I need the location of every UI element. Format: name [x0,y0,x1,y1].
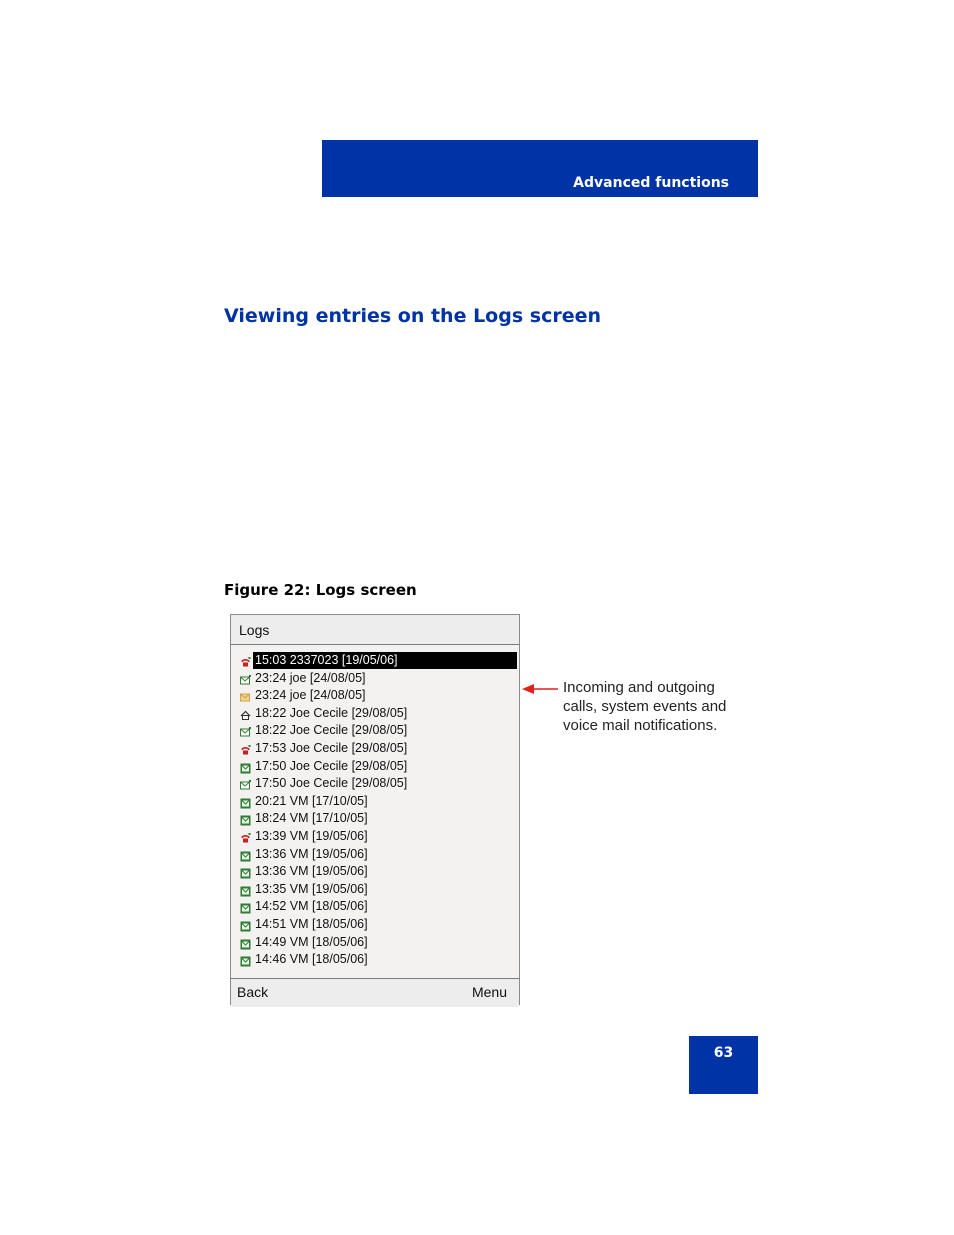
log-entry[interactable] [237,740,517,757]
voicemail-icon [240,917,251,928]
log-entry[interactable] [237,758,517,775]
voicemail-icon [240,759,251,770]
page-number: 63 [713,1045,734,1061]
envelope-icon [240,671,251,682]
page-number-box [689,1036,758,1094]
log-entry-text: 15:03 2337023 [19/05/06] [253,652,517,669]
log-entry[interactable] [237,846,517,863]
log-entry[interactable] [237,863,517,880]
log-entry-text: 14:51 VM [18/05/06] [255,917,368,931]
log-entry-text: 17:50 Joe Cecile [29/08/05] [255,776,408,791]
voicemail-icon [240,952,251,963]
phone-icon [240,829,251,840]
voicemail-icon [240,935,251,946]
section-heading: Viewing entries on the Logs screen [224,305,601,327]
phone-title-bar [231,615,519,645]
log-entry[interactable] [237,916,517,933]
header-bar [322,140,758,197]
callout-text: Incoming and outgoing calls, system events and voice mail notifications. [563,679,727,734]
log-entry-text: 23:24 joe [24/08/05] [255,688,366,703]
voicemail-icon [240,794,251,805]
softkey-bar [231,978,519,1007]
log-entry-text: 18:22 Joe Cecile [29/08/05] [255,723,408,738]
log-entry[interactable] [237,934,517,951]
log-entry-text: 13:39 VM [19/05/06] [255,829,368,843]
log-entry-text: 13:36 VM [19/05/06] [255,846,368,861]
log-entry-text: 13:36 VM [19/05/06] [255,864,368,879]
log-entry-text: 14:46 VM [18/05/06] [255,952,368,967]
log-entry[interactable] [237,951,517,968]
voicemail-icon [240,899,251,910]
log-entry[interactable] [237,810,517,827]
log-entry[interactable] [237,775,517,792]
log-entry-text: 13:35 VM [19/05/06] [255,881,368,896]
log-entry-text: 14:52 VM [18/05/06] [255,899,368,914]
voicemail-icon [240,864,251,875]
log-entry[interactable] [237,722,517,739]
phone-icon [240,653,251,664]
log-entry-text: 20:21 VM [17/10/05] [255,793,368,808]
log-entry-text: 17:50 Joe Cecile [29/08/05] [255,758,408,773]
phone-screen [230,614,520,1005]
callout-arrow-icon [522,681,560,697]
log-entry[interactable] [237,670,517,687]
log-entry-text: 18:22 Joe Cecile [29/08/05] [255,705,408,720]
log-entry[interactable] [237,828,517,845]
figure-caption: Figure 22: Logs screen [224,581,417,599]
log-entry-text: 18:24 VM [17/10/05] [255,811,368,826]
back-softkey[interactable]: Back [237,984,269,1000]
voicemail-icon [240,811,251,822]
phone-title: Logs [239,622,270,638]
log-entry-text: 17:53 Joe Cecile [29/08/05] [255,741,408,755]
log-entry[interactable] [237,687,517,704]
envelope-icon [240,776,251,787]
envelope-yellow-icon [240,688,251,699]
phone-icon [240,741,251,752]
house-icon [240,706,251,717]
log-entry[interactable] [237,881,517,898]
menu-softkey[interactable]: Menu [471,984,507,1000]
log-entry[interactable] [237,793,517,810]
envelope-icon [240,723,251,734]
voicemail-icon [240,847,251,858]
voicemail-icon [240,882,251,893]
log-entry-text: 14:49 VM [18/05/06] [255,934,368,949]
log-entry[interactable] [237,705,517,722]
header-title: Advanced functions [573,175,729,191]
log-entry[interactable] [237,898,517,915]
log-entry-text: 23:24 joe [24/08/05] [255,670,366,685]
log-entry[interactable] [237,652,517,669]
